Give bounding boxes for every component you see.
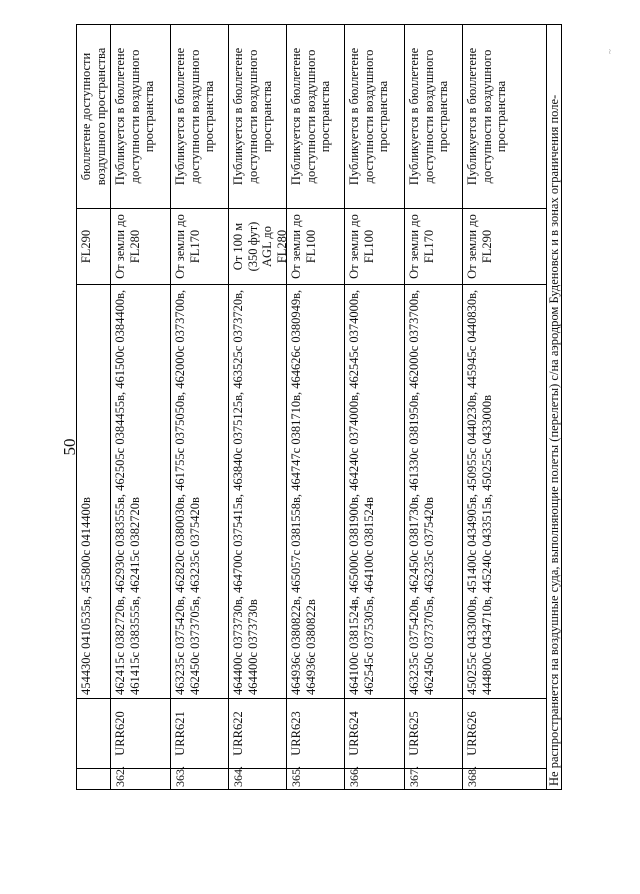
row-number bbox=[77, 768, 111, 789]
zone-note: Публикуется в бюллетене доступности воздушного пространства bbox=[405, 25, 463, 208]
zone-code: URR623 bbox=[287, 698, 345, 768]
zone-note: Публикуется в бюллетене доступности воздушного пространства bbox=[171, 25, 229, 208]
table-row bbox=[229, 25, 287, 789]
zone-altitude: От 100 м (350 фут) AGL до FL280 bbox=[229, 208, 287, 284]
table-row bbox=[77, 25, 111, 789]
table-row bbox=[111, 25, 171, 789]
zone-coordinates: 463235с 0375420в, 462820с 0380030в, 461755с 0375050в, 462000с 0373700в, 462450с 0373705в, 463235с 0375420в bbox=[171, 284, 229, 698]
zone-note: Публикуется в бюллетене доступности воздушного пространства bbox=[345, 25, 405, 208]
table-row bbox=[345, 25, 405, 789]
zone-code: URR622 bbox=[229, 698, 287, 768]
row-number: 363. bbox=[171, 768, 229, 789]
zone-altitude: От земли до FL170 bbox=[171, 208, 229, 284]
zone-code: URR626 bbox=[463, 698, 547, 768]
zone-altitude: FL290 bbox=[77, 208, 111, 284]
zone-note: Публикуется в бюллетене доступности воздушного пространства bbox=[229, 25, 287, 208]
zone-code bbox=[77, 698, 111, 768]
row-number: 364. bbox=[229, 768, 287, 789]
zone-code: URR624 bbox=[345, 698, 405, 768]
zone-note: Публикуется в бюллетене доступности воздушного пространства bbox=[287, 25, 345, 208]
airspace-table bbox=[76, 24, 562, 790]
row-number: 367. bbox=[405, 768, 463, 789]
zone-coordinates: 454430с 0410535в, 455800с 0414400в bbox=[77, 284, 111, 698]
zone-altitude: От земли до FL100 bbox=[287, 208, 345, 284]
zone-coordinates: 463235с 0375420в, 462450с 0381730в, 461330с 0381950в, 462000с 0373700в, 462450с 0373705в, 463235с 0375420в bbox=[405, 284, 463, 698]
zone-altitude: От земли до FL280 bbox=[111, 208, 171, 284]
row-number: 365. bbox=[287, 768, 345, 789]
zone-note: Публикуется в бюллетене доступности воздушного пространства bbox=[111, 25, 171, 208]
page-number: 50 bbox=[60, 438, 79, 456]
zone-note: Публикуется в бюллетене доступности воздушного пространства bbox=[463, 25, 547, 208]
zone-coordinates: 464400с 0373730в, 464700с 0375415в, 463840с 0375125в, 463525с 0373720в, 464400с 0373730в bbox=[229, 284, 287, 698]
zone-code: URR625 bbox=[405, 698, 463, 768]
zone-coordinates: 464100с 0381524в, 465000с 0381900в, 464240с 0374000в, 462545с 0374000в, 462545с 0375305в, 464100с 0381524в bbox=[345, 284, 405, 698]
table-row bbox=[287, 25, 345, 789]
zone-coordinates: 464936с 0380822в, 465057с 0381558в, 464747с 0381710в, 464626с 0380949в, 464936с 0380822в bbox=[287, 284, 345, 698]
zone-altitude: От земли до FL170 bbox=[405, 208, 463, 284]
footer-note: Не распространяется на воздушные суда, выполняющие полеты (перелеты) с/на аэродром Буденовск и в зонах ограничения поле- bbox=[547, 94, 561, 786]
table-row bbox=[171, 25, 229, 789]
zone-code: URR620 bbox=[111, 698, 171, 768]
margin-mark: ~ bbox=[605, 49, 615, 54]
row-number: 366. bbox=[345, 768, 405, 789]
table-row bbox=[463, 25, 547, 789]
zone-code: URR621 bbox=[171, 698, 229, 768]
zone-altitude: От земли до FL290 bbox=[463, 208, 547, 284]
zone-coordinates: 462415с 0382720в, 462930с 0383555в, 462505с 0384455в, 461500с 0384400в, 461415с 0383555в, 462415с 0382720в bbox=[111, 284, 171, 698]
row-number: 362. bbox=[111, 768, 171, 789]
zone-note: бюллетене доступности воздушного пространства bbox=[77, 25, 111, 208]
row-number: 368. bbox=[463, 768, 547, 789]
zone-coordinates: 450255с 0433000в, 451400с 0434905в, 450955с 0440230в, 445945с 0440830в, 444800с 0434710в, 445240с 0433515в, 450255с 0433000в bbox=[463, 284, 547, 698]
table-row bbox=[405, 25, 463, 789]
zone-altitude: От земли до FL100 bbox=[345, 208, 405, 284]
